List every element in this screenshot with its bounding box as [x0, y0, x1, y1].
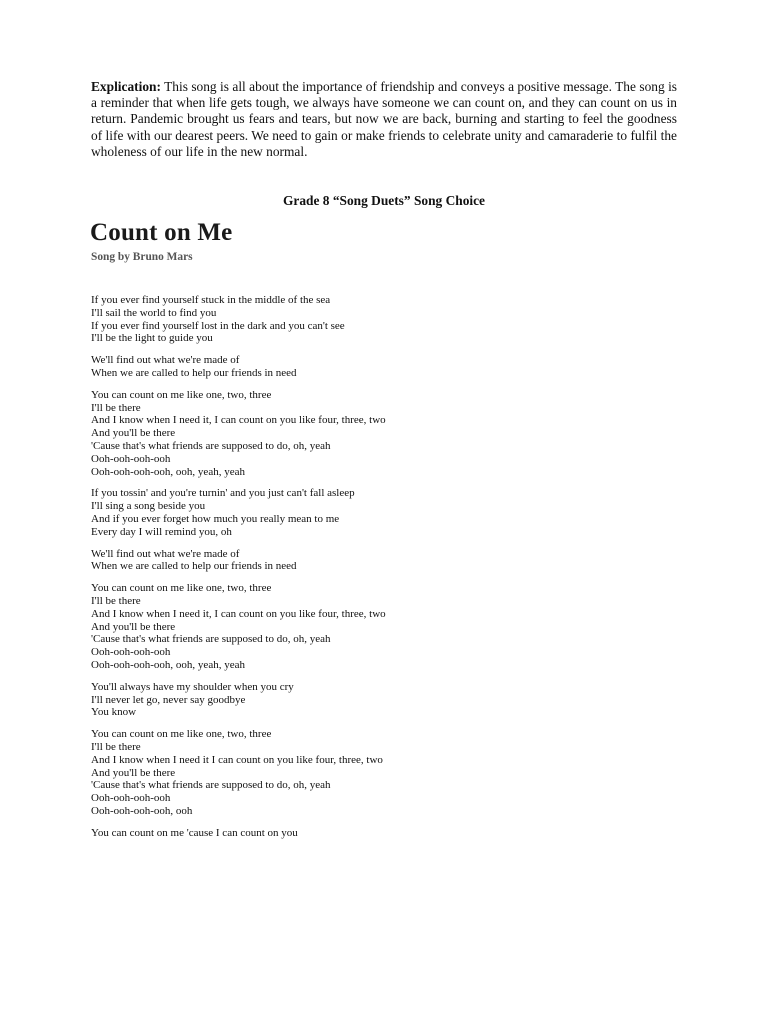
lyric-line: You can count on me like one, two, three: [91, 728, 272, 741]
lyric-line: I'll sail the world to find you: [91, 306, 217, 319]
lyric-line: Ooh-ooh-ooh-ooh: [91, 792, 171, 805]
lyric-line: 'Cause that's what friends are supposed to do, oh, yeah: [91, 439, 331, 452]
lyric-line: I'll be there: [91, 740, 141, 753]
lyrics: [91, 294, 691, 848]
lyric-line: Ooh-ooh-ooh-ooh, ooh, yeah, yeah: [91, 465, 245, 478]
lyric-stanza: [91, 582, 691, 672]
lyric-line: Every day I will remind you, oh: [91, 525, 232, 538]
explication-text: This song is all about the importance of friendship and conveys a positive message. The song is a reminder that when life gets tough, we always have someone we can count on, and they can count on us in return. Pandemic brought us fears and tears, but now we are back, burning and starting to feel the goodness of life with our dearest peers. We need to gain or make friends to celebrate unity and camaraderie to fulfil the wholeness of our life in the new normal.: [91, 79, 677, 159]
song-title: Count on Me: [90, 219, 233, 246]
lyric-stanza: [91, 548, 691, 574]
lyric-line: I'll never let go, never say goodbye: [91, 693, 246, 706]
lyric-stanza: [91, 487, 691, 538]
lyric-line: Ooh-ooh-ooh-ooh, ooh, yeah, yeah: [91, 658, 245, 671]
lyric-line: I'll be there: [91, 594, 141, 607]
lyric-line: Ooh-ooh-ooh-ooh, ooh: [91, 804, 193, 817]
explication-paragraph: [91, 79, 677, 160]
lyric-stanza: [91, 389, 691, 479]
lyric-line: I'll be the light to guide you: [91, 332, 213, 345]
lyric-line: You can count on me like one, two, three: [91, 388, 272, 401]
lyric-line: And I know when I need it I can count on you like four, three, two: [91, 753, 383, 766]
lyric-line: If you ever find yourself stuck in the middle of the sea: [91, 294, 331, 306]
section-heading: Grade 8 “Song Duets” Song Choice: [283, 193, 485, 208]
lyric-line: And if you ever forget how much you really mean to me: [91, 512, 340, 525]
lyric-stanza: [91, 294, 691, 345]
lyric-line: And I know when I need it, I can count on you like four, three, two: [91, 414, 386, 427]
lyric-line: I'll sing a song beside you: [91, 500, 206, 513]
lyric-line: If you ever find yourself lost in the dark and you can't see: [91, 319, 345, 332]
lyric-line: 'Cause that's what friends are supposed to do, oh, yeah: [91, 633, 331, 646]
lyric-stanza: [91, 354, 691, 380]
lyric-line: We'll find out what we're made of: [91, 547, 240, 560]
lyric-line: If you tossin' and you're turnin' and you just can't fall asleep: [91, 487, 355, 500]
explication-label: Explication:: [91, 79, 161, 94]
lyric-line: And you'll be there: [91, 620, 176, 633]
song-byline: Song by Bruno Mars: [91, 251, 193, 263]
lyric-line: And I know when I need it, I can count on you like four, three, two: [91, 607, 386, 620]
lyric-line: You can count on me 'cause I can count on you: [91, 826, 298, 839]
lyric-line: Ooh-ooh-ooh-ooh: [91, 646, 171, 659]
lyric-line: 'Cause that's what friends are supposed to do, oh, yeah: [91, 779, 331, 792]
lyric-line: And you'll be there: [91, 427, 176, 440]
lyric-line: You can count on me like one, two, three: [91, 582, 272, 595]
lyric-line: I'll be there: [91, 401, 141, 414]
lyric-line: When we are called to help our friends in need: [91, 560, 297, 573]
lyric-line: Ooh-ooh-ooh-ooh: [91, 452, 171, 465]
lyric-stanza: [91, 681, 691, 719]
lyric-line: When we are called to help our friends in need: [91, 366, 297, 379]
lyric-stanza: [91, 827, 691, 840]
lyric-line: You'll always have my shoulder when you cry: [91, 680, 294, 693]
lyric-line: We'll find out what we're made of: [91, 354, 240, 367]
lyric-stanza: [91, 728, 691, 818]
lyric-line: And you'll be there: [91, 766, 176, 779]
lyric-line: You know: [91, 706, 137, 719]
